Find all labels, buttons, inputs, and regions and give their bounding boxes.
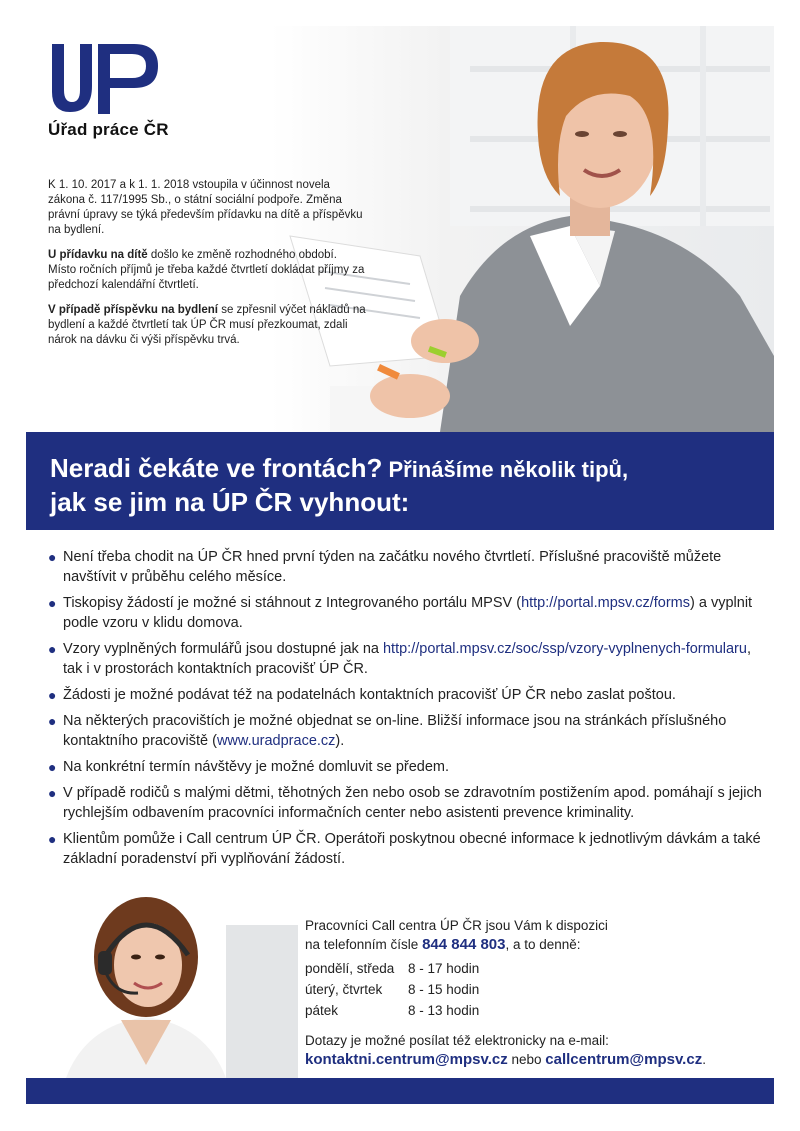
intro-paragraph-2 bbox=[48, 248, 368, 293]
tip-text: Žádosti je možné podávat též na podatelnách kontaktních pracovišť ÚP ČR nebo zaslat poštou. bbox=[63, 687, 676, 703]
hours-days: pátek bbox=[305, 1003, 339, 1018]
up-logo bbox=[48, 42, 198, 116]
tip-text: Vzory vyplněných formulářů jsou dostupné jak na bbox=[63, 641, 383, 657]
email-kontaktni-centrum[interactable]: kontaktni.centrum@mpsv.cz bbox=[305, 1051, 508, 1068]
contact-line-2-a: na telefonním čísle bbox=[305, 937, 423, 952]
intro-paragraph-3 bbox=[48, 303, 368, 348]
footer-bar bbox=[26, 1078, 774, 1104]
bullet-icon: ● bbox=[48, 595, 57, 611]
tip-text: ). bbox=[335, 733, 345, 749]
forms-link[interactable]: http://portal.mpsv.cz/forms bbox=[521, 595, 691, 611]
hours-days: pondělí, středa bbox=[305, 961, 395, 976]
hours-time: 8 - 13 hodin bbox=[408, 1003, 480, 1018]
tip-text: Na konkrétní termín návštěvy je možné domluvit se předem. bbox=[63, 759, 450, 775]
phone-number[interactable]: 844 844 803 bbox=[422, 936, 506, 953]
tip-item bbox=[46, 757, 766, 777]
banner-title bbox=[50, 452, 756, 518]
bullet-icon: ● bbox=[48, 759, 57, 775]
hours-row bbox=[305, 958, 479, 979]
tip-item bbox=[46, 547, 766, 587]
intro-paragraph-1: K 1. 10. 2017 a k 1. 1. 2018 vstoupila v účinnost novela zákona č. 117/1995 Sb., o státní sociální podpoře. Změna právní úpravy se týká především přídavku na dítě a příspěvku na bydlení. bbox=[48, 179, 363, 236]
tip-text: Klientům pomůže i Call centrum ÚP ČR. Operátoři poskytnou obecné informace k jednotlivým dávkám a také základní poradenství při vyplňování žádostí. bbox=[63, 831, 761, 867]
contact-info bbox=[305, 916, 775, 1069]
tip-item bbox=[46, 593, 766, 633]
opening-hours bbox=[305, 958, 479, 1021]
hours-row bbox=[305, 1000, 479, 1021]
email-intro: Dotazy je možné posílat též elektronicky na e-mail: bbox=[305, 1033, 609, 1048]
hours-days: úterý, čtvrtek bbox=[305, 982, 383, 997]
tip-item bbox=[46, 711, 766, 751]
tip-item bbox=[46, 639, 766, 679]
tip-item bbox=[46, 783, 766, 823]
up-logo-icon bbox=[48, 42, 168, 116]
intro-paragraph-2-rest: došlo ke změně rozhodného období. Místo ročních příjmů je třeba každé čtvrtletí dokládat příjmy za předchozí kalendářní čtvrtletí. bbox=[48, 249, 365, 291]
banner-title-line2: jak se jim na ÚP ČR vyhnout: bbox=[50, 487, 410, 517]
operator-photo bbox=[26, 895, 298, 1078]
bullet-icon: ● bbox=[48, 713, 57, 729]
tip-item bbox=[46, 685, 766, 705]
bullet-icon: ● bbox=[48, 687, 57, 703]
tip-text: V případě rodičů s malými dětmi, těhotných žen nebo osob se zdravotním postižením apod. pomáhají s jejich rychlejším odbavením pracovníci informačních center nebo asistenti prevence kriminality. bbox=[63, 785, 762, 821]
tips-list bbox=[46, 547, 766, 875]
contact-line-2 bbox=[305, 935, 775, 954]
banner-title-part1: Neradi čekáte ve frontách? bbox=[50, 453, 383, 483]
tip-text: , tak i v prostorách kontaktních pracovišť ÚP ČR. bbox=[63, 641, 751, 677]
templates-link[interactable]: http://portal.mpsv.cz/soc/ssp/vzory-vyplnenych-formularu bbox=[382, 641, 747, 657]
tip-text: Na některých pracovištích je možné objednat se on-line. Bližší informace jsou na stránkách příslušného kontaktního pracoviště ( bbox=[63, 713, 727, 749]
tip-text: ) a vyplnit podle vzoru v klidu domova. bbox=[63, 595, 753, 631]
intro-paragraph-3-bold: V případě příspěvku na bydlení bbox=[48, 304, 218, 316]
contact-line-1: Pracovníci Call centra ÚP ČR jsou Vám k dispozici bbox=[305, 918, 608, 933]
email-line bbox=[305, 1050, 775, 1069]
email-or: nebo bbox=[507, 1052, 546, 1067]
tip-text: Není třeba chodit na ÚP ČR hned první týden na začátku nového čtvrtletí. Příslušné pracoviště můžete navštívit v průběhu celého měsíce. bbox=[63, 549, 722, 585]
tip-item bbox=[46, 829, 766, 869]
brand-name: Úřad práce ČR bbox=[48, 120, 169, 139]
bullet-icon: ● bbox=[48, 549, 57, 565]
hours-time: 8 - 15 hodin bbox=[408, 982, 480, 997]
contact-line-2-b: , a to denně: bbox=[505, 937, 581, 952]
intro-paragraph-3-rest: se zpřesnil výčet nákladů na bydlení a každé čtvrtletí tak ÚP ČR musí přezkoumat, zdali nárok na dávku či výši příspěvku trvá. bbox=[48, 304, 366, 346]
intro-text bbox=[48, 178, 368, 358]
bullet-icon: ● bbox=[48, 785, 57, 801]
email-end: . bbox=[702, 1052, 706, 1067]
bullet-icon: ● bbox=[48, 831, 57, 847]
hours-time: 8 - 17 hodin bbox=[408, 961, 480, 976]
intro-paragraph-2-bold: U přídavku na dítě bbox=[48, 249, 148, 261]
title-banner bbox=[26, 432, 774, 530]
hours-row bbox=[305, 979, 479, 1000]
uradprace-link[interactable]: www.uradprace.cz bbox=[216, 733, 336, 749]
email-callcentrum[interactable]: callcentrum@mpsv.cz bbox=[545, 1051, 703, 1068]
tip-text: Tiskopisy žádostí je možné si stáhnout z Integrovaného portálu MPSV ( bbox=[63, 595, 522, 611]
bullet-icon: ● bbox=[48, 641, 57, 657]
banner-title-part2: Přinášíme několik tipů, bbox=[382, 457, 629, 482]
